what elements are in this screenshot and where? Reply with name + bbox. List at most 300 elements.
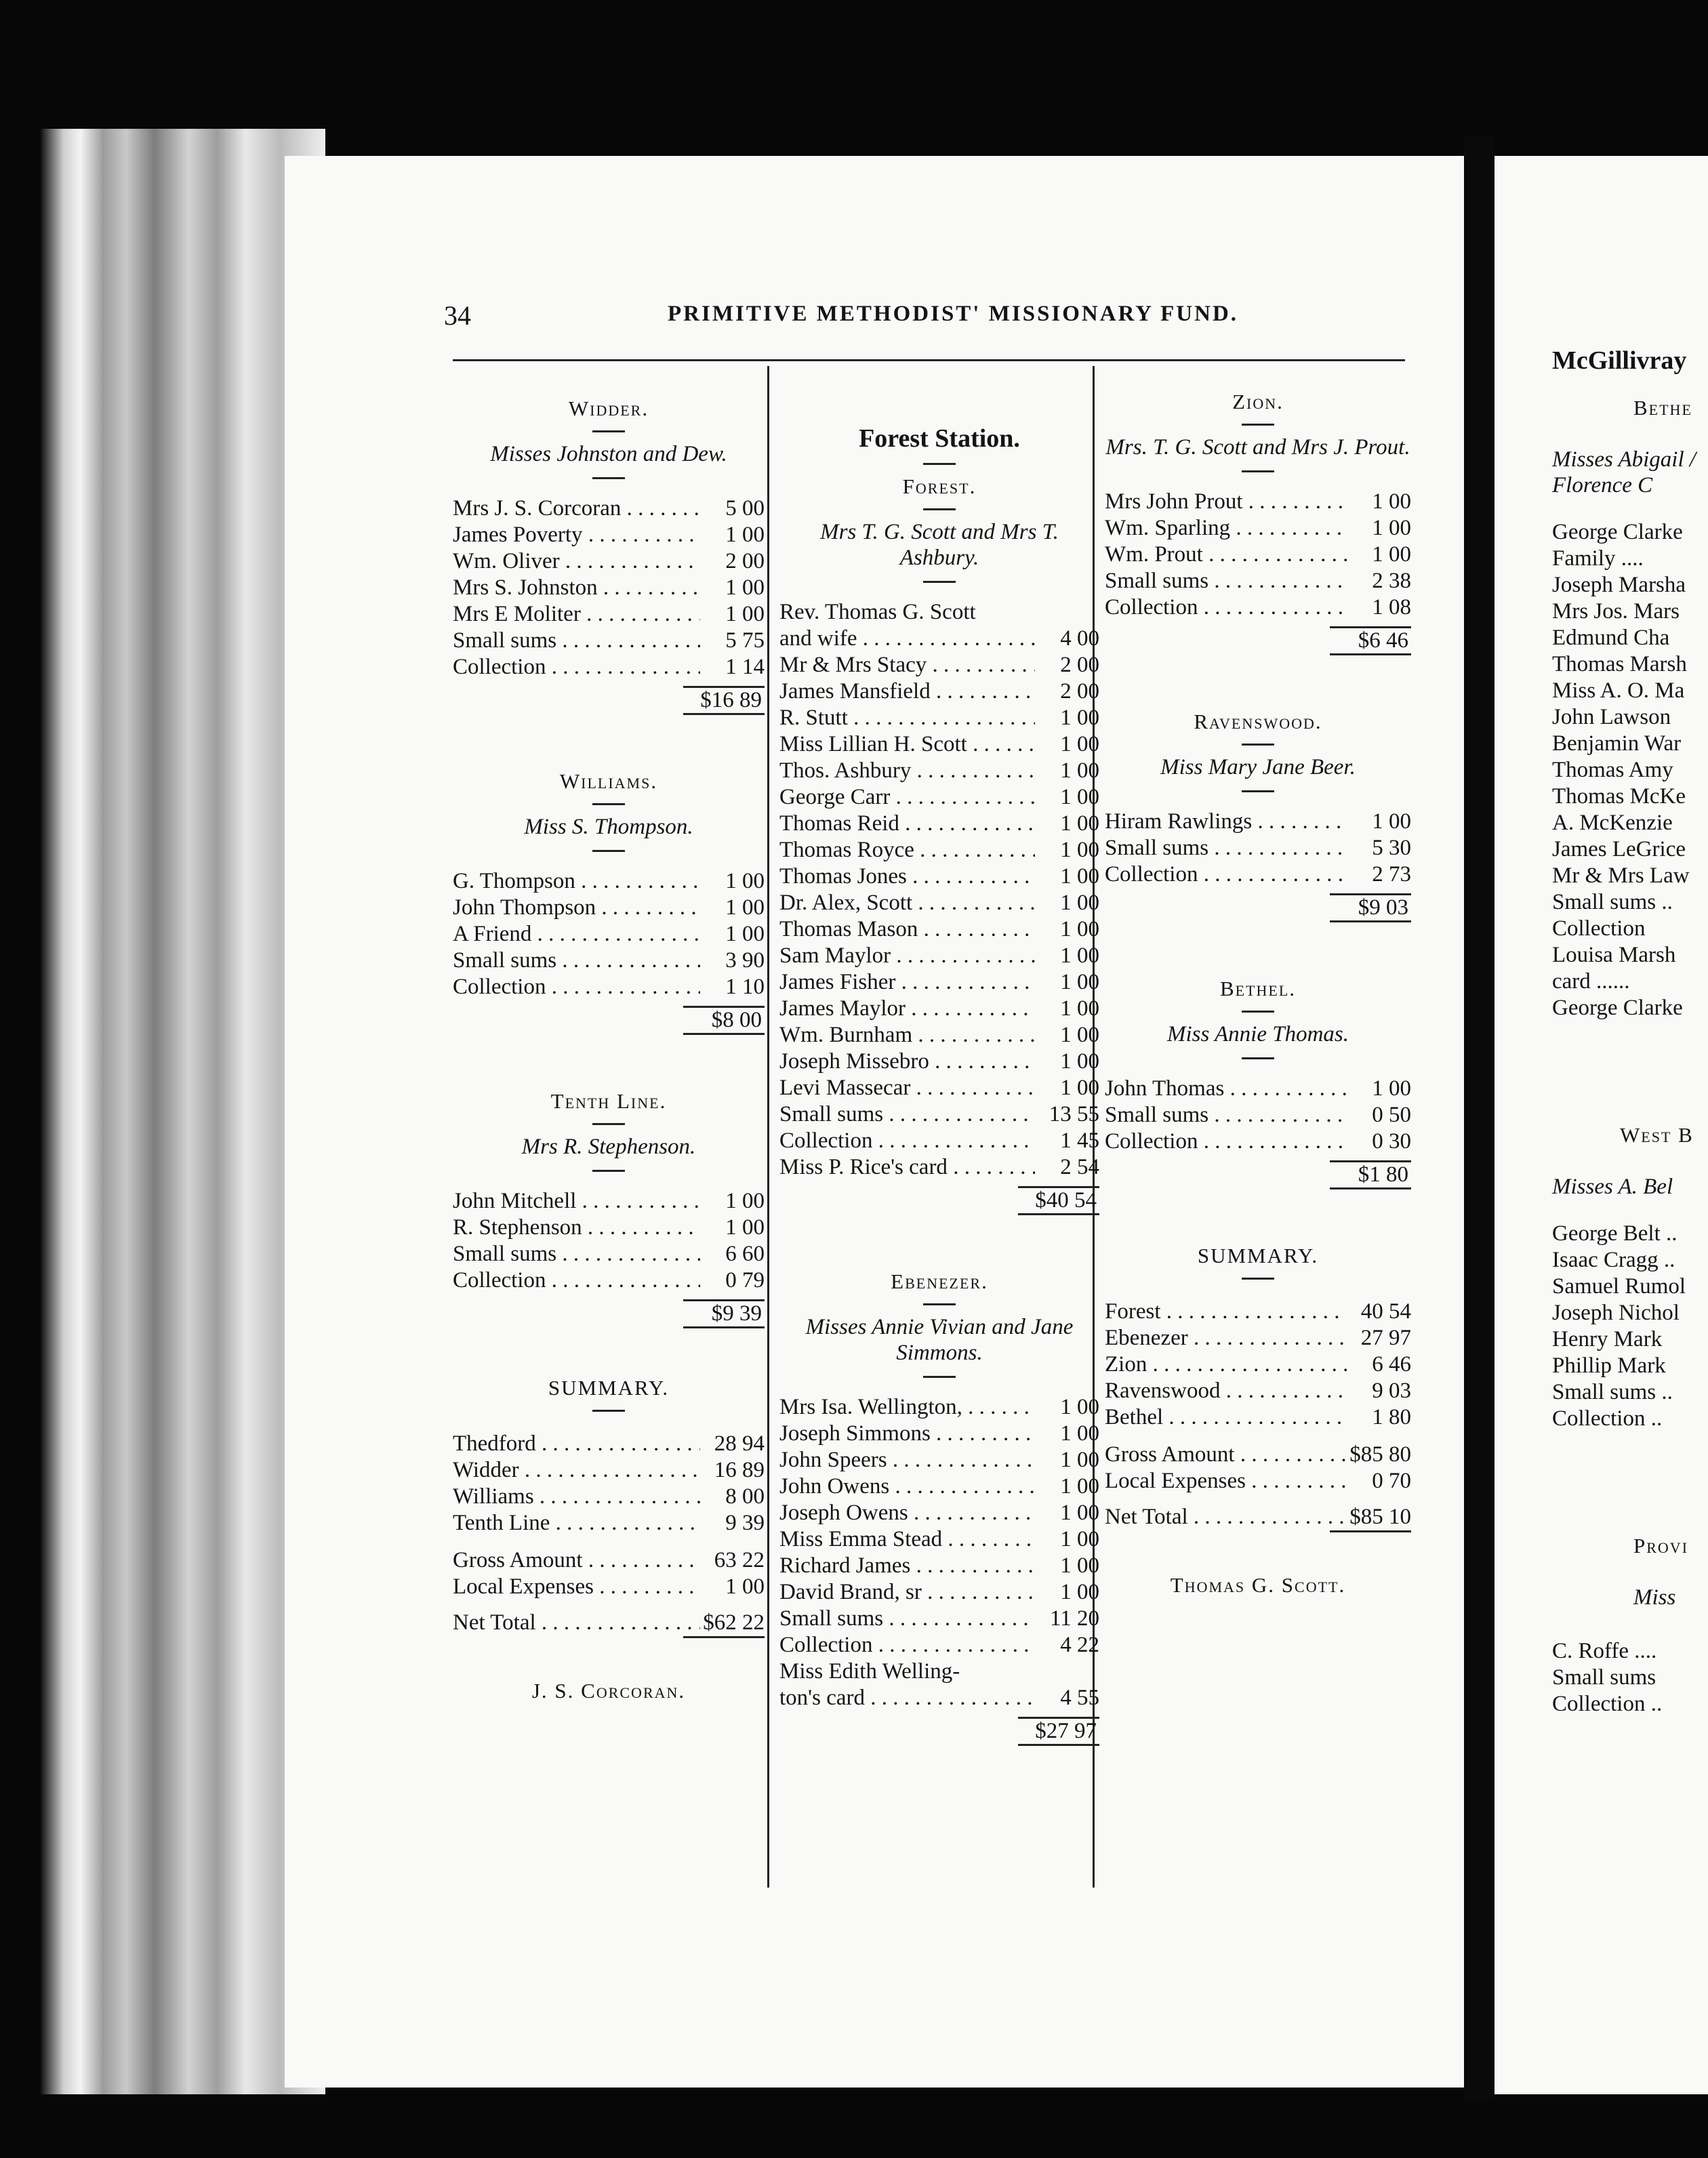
entry-row (1105, 861, 1411, 888)
entry-name: John Speers . . . (779, 1447, 1035, 1473)
entry-name: Joseph Owens . . . (779, 1500, 1035, 1526)
book-gutter (1464, 136, 1494, 2101)
entry-name: Small sums . . . (453, 628, 700, 654)
right-collectors: Miss (1633, 1585, 1676, 1610)
entry-amount: 8 00 (725, 1484, 765, 1509)
right-collectors: Misses A. Bel (1552, 1174, 1673, 1199)
entry-amount: 1 00 (1060, 1526, 1099, 1551)
entry-row (1105, 809, 1411, 835)
entry-row (779, 916, 1099, 943)
section-dash (1242, 1057, 1274, 1059)
entry-name: Hiram Rawlings . . . (1105, 809, 1347, 835)
section-title: Tenth Line. (550, 1088, 667, 1113)
entry-name: Miss Emma Stead . . . (779, 1526, 1035, 1553)
entry-row (453, 1547, 765, 1574)
section-title: Ebenezer. (891, 1269, 988, 1293)
entry-row (779, 1154, 1099, 1181)
entry-name: Benjamin War (1552, 731, 1682, 756)
entry-row (779, 1500, 1099, 1526)
entry-row (1105, 1404, 1411, 1431)
entry-name: Local Expenses . . . (1105, 1468, 1347, 1494)
entry-amount: 1 00 (1060, 1579, 1099, 1604)
entry-name: Collection . . . (1105, 861, 1347, 888)
entry-row (779, 1685, 1099, 1711)
entry-name: John Thompson . . . (453, 895, 700, 921)
entry-name: Thomas Reid . . . (779, 811, 1035, 837)
entry-amount: $62 22 (703, 1610, 765, 1635)
entry-name: Small sums .. (1552, 889, 1673, 914)
entry-name: James Maylor . . . (779, 996, 1035, 1022)
spacer (453, 1600, 765, 1610)
spacer (453, 715, 765, 769)
entry-amount: 1 00 (1060, 811, 1099, 836)
running-header: PRIMITIVE METHODIST' MISSIONARY FUND. (668, 302, 1239, 326)
entry-row (1552, 757, 1708, 783)
entry-row (1105, 568, 1411, 594)
entry-row (1552, 1379, 1708, 1406)
entry-amount: 5 30 (1372, 835, 1411, 860)
entry-name: Miss P. Rice's card . . . (779, 1154, 1035, 1181)
entry-name: Local Expenses . . . (453, 1574, 700, 1600)
entry-row (1552, 995, 1708, 1021)
entry-row (1552, 1326, 1708, 1353)
entry-amount: 1 14 (725, 654, 765, 679)
entry-name: Mrs Isa. Wellington, . . . (779, 1394, 1035, 1421)
entry-name: Wm. Sparling . . . (1105, 515, 1347, 542)
spacer (1105, 1289, 1411, 1299)
entry-row (453, 522, 765, 548)
entry-row (1552, 1638, 1708, 1665)
entry-name: Isaac Cragg .. (1552, 1247, 1675, 1272)
entry-row (1552, 942, 1708, 969)
section-title: Zion. (1232, 390, 1284, 413)
entry-name: A Friend . . . (453, 921, 700, 948)
entry-name: Gross Amount . . . (453, 1547, 700, 1574)
entry-name: George Clarke (1552, 995, 1683, 1020)
entry-row (779, 1579, 1099, 1606)
entry-row (779, 1606, 1099, 1632)
collectors: Mrs T. G. Scott and Mrs T. Ashbury. (820, 520, 1059, 570)
entry-name: John Thomas . . . (1105, 1076, 1347, 1102)
section-total: $6 46 (1358, 628, 1408, 653)
entry-name: Wm. Burnham . . . (779, 1022, 1035, 1049)
entry-amount: 1 00 (1060, 1022, 1099, 1047)
entry-amount: 1 45 (1060, 1128, 1099, 1153)
entry-amount: $85 10 (1349, 1504, 1411, 1529)
entry-row (779, 837, 1099, 863)
entry-name: Mrs S. Johnston . . . (453, 575, 700, 601)
collectors: Miss S. Thompson. (524, 814, 693, 839)
entry-name: Collection . . . (453, 1267, 700, 1294)
entry-row (453, 575, 765, 601)
entry-amount: 1 00 (1060, 863, 1099, 889)
entry-amount: 11 20 (1049, 1606, 1099, 1631)
entry-row (1552, 546, 1708, 572)
section-dash (923, 1303, 956, 1305)
entry-row (1105, 1468, 1411, 1494)
entry-row (1552, 1406, 1708, 1432)
section-title: Bethel. (1219, 976, 1297, 1000)
entry-row (779, 943, 1099, 969)
collectors: Misses Annie Vivian and Jane Simmons. (805, 1314, 1074, 1365)
entry-row (1105, 835, 1411, 861)
entry-amount: 1 00 (1060, 1473, 1099, 1499)
entry-amount: 0 70 (1372, 1468, 1411, 1493)
spacer (453, 1328, 765, 1376)
entry-name: John Lawson (1552, 704, 1671, 729)
entry-row (453, 1610, 765, 1636)
collectors: Mrs R. Stephenson. (521, 1134, 696, 1159)
entry-name: Rev. Thomas G. Scott (779, 599, 976, 624)
entry-amount: 1 00 (1060, 1075, 1099, 1100)
entry-name: A. McKenzie (1552, 810, 1673, 835)
right-section-title: Bethe (1633, 396, 1692, 420)
entry-row (453, 868, 765, 895)
entry-amount: 1 00 (1060, 1394, 1099, 1419)
entry-amount: 1 00 (725, 868, 765, 893)
entry-row (1105, 1442, 1411, 1468)
section-dash (1242, 424, 1274, 426)
entry-amount: 1 00 (1060, 1553, 1099, 1578)
entry-amount: 1 00 (1060, 784, 1099, 809)
entry-name: Zion . . . (1105, 1351, 1347, 1378)
entry-row (779, 1421, 1099, 1447)
entry-row (453, 1241, 765, 1267)
spacer (1552, 420, 1708, 447)
spacer (1552, 1200, 1708, 1221)
entry-row (779, 784, 1099, 811)
entry-row (1105, 542, 1411, 568)
entry-row (453, 1188, 765, 1215)
entry-row (1105, 1351, 1411, 1378)
entry-amount: 2 73 (1372, 861, 1411, 887)
page-number: 34 (444, 300, 471, 331)
section-total: $9 39 (711, 1301, 762, 1326)
spacer (1552, 1147, 1708, 1175)
entry-amount: 5 75 (725, 628, 765, 653)
entry-name: Small sums (1552, 1665, 1656, 1690)
entry-amount: 1 00 (1372, 489, 1411, 514)
entry-amount: 1 00 (1060, 1500, 1099, 1525)
entry-row (779, 1658, 1099, 1685)
entry-name: Louisa Marsh (1552, 942, 1676, 967)
entry-name: Collection . . . (453, 974, 700, 1000)
entry-amount: 1 80 (1372, 1404, 1411, 1429)
entry-amount: 4 55 (1060, 1685, 1099, 1710)
entry-amount (1035, 599, 1099, 626)
entry-name: Joseph Missebro . . . (779, 1049, 1035, 1075)
entry-name: George Clarke (1552, 519, 1683, 544)
entry-name: Collection . . . (1105, 594, 1347, 621)
entry-name: Thomas McKe (1552, 783, 1686, 809)
entry-row (453, 495, 765, 522)
entry-row (453, 548, 765, 575)
entry-name: Collection .. (1552, 1691, 1663, 1716)
entry-name: Collection . . . (453, 654, 700, 680)
entry-name: Net Total . . . (453, 1610, 700, 1636)
entry-name: C. Roffe .... (1552, 1638, 1657, 1663)
entry-row (779, 1128, 1099, 1154)
section-title: Williams. (559, 769, 658, 793)
entry-name: Henry Mark (1552, 1326, 1663, 1351)
section-total: $1 80 (1358, 1162, 1408, 1187)
entry-row (779, 1394, 1099, 1421)
entry-row (779, 1101, 1099, 1128)
entry-name: Ravenswood . . . (1105, 1378, 1347, 1404)
section-dash (1242, 744, 1274, 746)
spacer (779, 1215, 1099, 1269)
spacer (453, 1536, 765, 1547)
entry-row (1552, 836, 1708, 863)
entry-name: Mr & Mrs Stacy . . . (779, 652, 1035, 678)
entry-name: Tenth Line . . . (453, 1510, 700, 1536)
entry-amount: 1 00 (725, 1574, 765, 1599)
collectors: Misses Johnston and Dew. (490, 442, 727, 466)
spacer (453, 861, 765, 868)
entry-name: Small sums . . . (779, 1101, 1035, 1128)
entry-amount: 28 94 (714, 1431, 765, 1456)
entry-name: Small sums . . . (453, 1241, 700, 1267)
entry-name: Levi Massecar . . . (779, 1075, 1035, 1101)
entry-amount: 63 22 (714, 1547, 765, 1572)
section-dash (1242, 790, 1274, 792)
spacer (1552, 1021, 1708, 1123)
entry-amount: 2 00 (725, 548, 765, 573)
entry-row (1552, 1665, 1708, 1691)
entry-name: Bethel . . . (1105, 1404, 1347, 1431)
entry-row (779, 758, 1099, 784)
entry-row (1552, 572, 1708, 598)
entry-name: Richard James . . . (779, 1553, 1035, 1579)
entry-name: Small sums . . . (779, 1606, 1035, 1632)
entry-amount: 1 00 (1060, 731, 1099, 756)
entry-row (1552, 916, 1708, 942)
entry-amount: 1 10 (725, 974, 765, 999)
entry-amount: 0 50 (1372, 1102, 1411, 1127)
spacer (1105, 1532, 1411, 1573)
collectors: Miss Mary Jane Beer. (1160, 754, 1356, 779)
entry-row (1552, 863, 1708, 889)
entry-row (1105, 1378, 1411, 1404)
entry-row (779, 1526, 1099, 1553)
entry-amount: 1 00 (1372, 515, 1411, 540)
entry-row (1552, 651, 1708, 678)
spacer (1552, 499, 1708, 519)
spacer (1552, 375, 1708, 396)
entry-name: Joseph Marsha (1552, 572, 1686, 597)
entry-row (1552, 598, 1708, 625)
section-total: $9 03 (1358, 895, 1408, 920)
entry-row (1552, 889, 1708, 916)
entry-amount: 6 60 (725, 1241, 765, 1266)
entry-name: Wm. Prout . . . (1105, 542, 1347, 568)
entry-name: Edmund Cha (1552, 625, 1670, 650)
section-dash (592, 850, 625, 852)
entry-row (1552, 969, 1708, 995)
entry-amount: 2 38 (1372, 568, 1411, 593)
entry-row (779, 705, 1099, 731)
spacer (453, 1638, 765, 1679)
signature: Thomas G. Scott. (1170, 1572, 1346, 1597)
spacer (453, 489, 765, 495)
entry-name: Net Total . . . (1105, 1504, 1347, 1530)
section-dash (592, 1170, 625, 1172)
entry-name: Widder . . . (453, 1457, 700, 1484)
spacer (1552, 1611, 1708, 1638)
section-title: Widder. (568, 396, 649, 420)
entry-name: James LeGrice (1552, 836, 1686, 861)
section-dash (592, 803, 625, 805)
station-title: Forest Station. (859, 424, 1020, 453)
entry-row (779, 1473, 1099, 1500)
entry-name: Joseph Simmons . . . (779, 1421, 1035, 1447)
entry-row (453, 654, 765, 680)
entry-amount: 1 00 (1060, 1049, 1099, 1074)
entry-amount: 1 00 (1060, 1421, 1099, 1446)
spacer (1105, 655, 1411, 710)
entry-row (779, 678, 1099, 705)
column-1 (453, 396, 765, 1703)
entry-amount: 3 90 (725, 948, 765, 973)
signature: J. S. Corcoran. (531, 1678, 686, 1703)
entry-amount: 1 00 (1372, 1076, 1411, 1101)
right-page (1494, 156, 1708, 2094)
entry-amount: 2 00 (1060, 652, 1099, 677)
spacer (779, 1387, 1099, 1394)
entry-amount: 1 00 (1060, 996, 1099, 1021)
entry-name: John Mitchell . . . (453, 1188, 700, 1215)
entry-name: Mrs John Prout . . . (1105, 489, 1347, 515)
spacer (453, 1035, 765, 1089)
entry-row (779, 1632, 1099, 1658)
entry-row (779, 1075, 1099, 1101)
section-dash (592, 1123, 625, 1125)
entry-row (779, 996, 1099, 1022)
entry-row (779, 811, 1099, 837)
entry-row (453, 974, 765, 1000)
entry-name: George Carr . . . (779, 784, 1035, 811)
entry-name: James Poverty . . . (453, 522, 700, 548)
entry-name: John Owens . . . (779, 1473, 1035, 1500)
entry-name: Family .... (1552, 546, 1644, 571)
column-3 (1105, 390, 1411, 1597)
entry-amount: 0 79 (725, 1267, 765, 1292)
entry-row (1105, 594, 1411, 621)
entry-row (1552, 1300, 1708, 1326)
entry-name: Small sums . . . (453, 948, 700, 974)
entry-row (1105, 1102, 1411, 1128)
entry-row (779, 599, 1099, 626)
spacer (779, 1746, 1099, 1766)
entry-amount: 1 00 (1060, 890, 1099, 915)
entry-amount: 4 00 (1060, 626, 1099, 651)
entry-row (453, 1431, 765, 1457)
spacer (1105, 1069, 1411, 1076)
entry-amount: 1 00 (1060, 943, 1099, 968)
entry-name: Dr. Alex, Scott . . . (779, 890, 1035, 916)
entry-name: Thedford . . . (453, 1431, 700, 1457)
column-divider (767, 366, 769, 1888)
entry-name: Samuel Rumol (1552, 1274, 1686, 1299)
entry-amount: 9 03 (1372, 1378, 1411, 1403)
entry-name: Thos. Ashbury . . . (779, 758, 1035, 784)
entry-name: Forest . . . (1105, 1299, 1347, 1325)
entry-name: Small sums . . . (1105, 568, 1347, 594)
entry-name: Mr & Mrs Law (1552, 863, 1690, 888)
summary-title: SUMMARY. (548, 1375, 670, 1400)
entry-amount: 1 00 (1060, 1447, 1099, 1472)
entry-row (1552, 519, 1708, 546)
entry-row (779, 626, 1099, 652)
right-page-content (1552, 346, 1708, 1717)
entry-name: Thomas Royce . . . (779, 837, 1035, 863)
entry-name: Miss Edith Welling- (779, 1658, 960, 1684)
entry-amount: 1 00 (1060, 837, 1099, 862)
entry-row (1552, 678, 1708, 704)
book-page-edges (41, 129, 325, 2094)
entry-amount: 4 22 (1060, 1632, 1099, 1657)
entry-row (1552, 1353, 1708, 1379)
entry-name: George Belt .. (1552, 1221, 1678, 1246)
entry-name: Miss A. O. Ma (1552, 678, 1685, 703)
entry-row (1552, 783, 1708, 810)
section-dash (923, 463, 956, 465)
spacer (1105, 922, 1411, 977)
spacer (1552, 1558, 1708, 1585)
entry-name: Phillip Mark (1552, 1353, 1666, 1378)
section-dash (1242, 470, 1274, 472)
entry-name: Wm. Oliver . . . (453, 548, 700, 575)
header-rule (453, 359, 1405, 361)
spacer (1105, 1431, 1411, 1442)
entry-amount: 9 39 (725, 1510, 765, 1535)
entry-amount: 1 00 (725, 1215, 765, 1240)
entry-name: G. Thompson . . . (453, 868, 700, 895)
section-total: $8 00 (711, 1007, 762, 1032)
entry-amount: 1 00 (1372, 542, 1411, 567)
entry-name: Collection . . . (779, 1632, 1035, 1658)
entry-row (779, 1049, 1099, 1075)
entry-amount: 1 00 (725, 601, 765, 626)
entry-row (453, 1484, 765, 1510)
entry-amount: 16 89 (714, 1457, 765, 1482)
section-dash (592, 477, 625, 479)
entry-row (453, 1574, 765, 1600)
entry-amount: 1 00 (1060, 969, 1099, 994)
entry-row (453, 601, 765, 628)
collectors: Mrs. T. G. Scott and Mrs J. Prout. (1105, 435, 1410, 460)
entry-row (779, 890, 1099, 916)
entry-name: Small sums .. (1552, 1379, 1673, 1404)
entry-amount: 1 08 (1372, 594, 1411, 619)
right-page-heading: McGillivray (1552, 346, 1687, 375)
entry-row (779, 863, 1099, 890)
entry-name: Joseph Nichol (1552, 1300, 1680, 1325)
section-dash (1242, 1278, 1274, 1280)
entry-row (453, 628, 765, 654)
spacer (1552, 1432, 1708, 1534)
entry-name: Collection . . . (1105, 1128, 1347, 1155)
entry-amount: 6 46 (1372, 1351, 1411, 1377)
section-title: Forest. (902, 474, 977, 498)
spacer (453, 1421, 765, 1431)
section-dash (592, 430, 625, 432)
right-section-title: West B (1620, 1122, 1694, 1147)
entry-name: Collection (1552, 916, 1646, 941)
spacer (779, 592, 1099, 599)
entry-row (1105, 1076, 1411, 1102)
entry-row (779, 652, 1099, 678)
